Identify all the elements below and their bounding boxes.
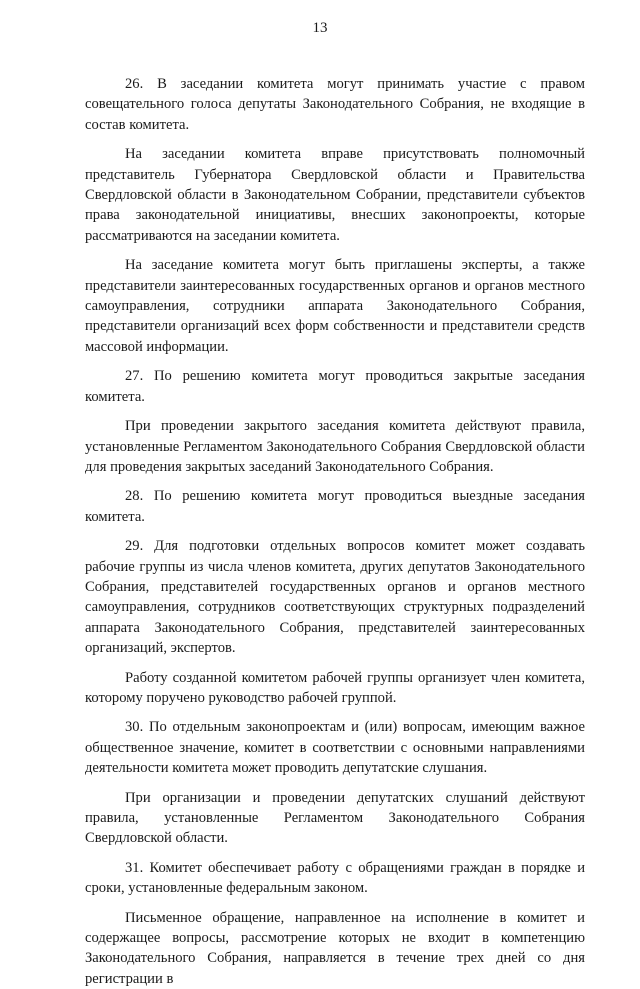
paragraph-28: 28. По решению комитета могут проводиться выездные заседания комитета. bbox=[85, 488, 585, 525]
paragraph-31: 31. Комитет обеспечивает работу с обращениями граждан в порядке и сроки, установленные федеральным законом. bbox=[85, 859, 585, 897]
paragraph-26-experts: На заседание комитета могут быть приглашены эксперты, а также представители заинтересованных государственных органов и органов местного самоуправления, сотрудники аппарата Законодательного Собрания, представители организаций всех форм собственности и представители средств массовой информации. bbox=[85, 257, 585, 355]
paragraph-26-representatives: На заседании комитета вправе присутствовать полномочный представитель Губернатора Свердловской области и Правительства Свердловской области в Законодательном Собрании, представители субъектов права законодательной инициативы, внесших законопроекты, которые рассматриваются на заседании комитета. bbox=[85, 146, 585, 244]
paragraph-29: 29. Для подготовки отдельных вопросов комитет может создавать рабочие группы из числа членов комитета, других депутатов Законодательного Собрания, представителей государственных органов и органов местного самоуправления, сотрудников соответствующих структурных подразделений аппарата Законодательного Собрания, представителей заинтересованных организаций, экспертов. bbox=[85, 538, 585, 657]
paragraph-26: 26. В заседании комитета могут принимать участие с правом совещательного голоса депутаты Законодательного Собрания, не входящие в состав комитета. bbox=[85, 76, 585, 133]
paragraph-29-working-group: Работу созданной комитетом рабочей группы организует член комитета, которому поручено руководство рабочей группой. bbox=[85, 669, 585, 706]
paragraph-27-closed-rules: При проведении закрытого заседания комитета действуют правила, установленные Регламентом Законодательного Собрания Свердловской области для проведения закрытых заседаний Законодательного Собрания. bbox=[85, 418, 585, 475]
paragraph-27: 27. По решению комитета могут проводиться закрытые заседания комитета. bbox=[85, 368, 585, 405]
paragraph-30-hearings-rules: При организации и проведении депутатских слушаний действуют правила, установленные Регламентом Законодательного Собрания Свердловской области. bbox=[85, 789, 585, 847]
paragraph-31-written-appeal: Письменное обращение, направленное на исполнение в комитет и содержащее вопросы, рассмотрение которых не входит в компетенцию Законодательного Собрания, направляется в течение трех дней со дня регистрации в bbox=[85, 909, 585, 987]
page-number: 13 bbox=[312, 20, 328, 36]
document-body bbox=[85, 74, 585, 989]
paragraph-30: 30. По отдельным законопроектам и (или) вопросам, имеющим важное общественное значение, комитет в соответствии с основными направлениями деятельности комитета может проводить депутатские слушания. bbox=[85, 719, 585, 777]
